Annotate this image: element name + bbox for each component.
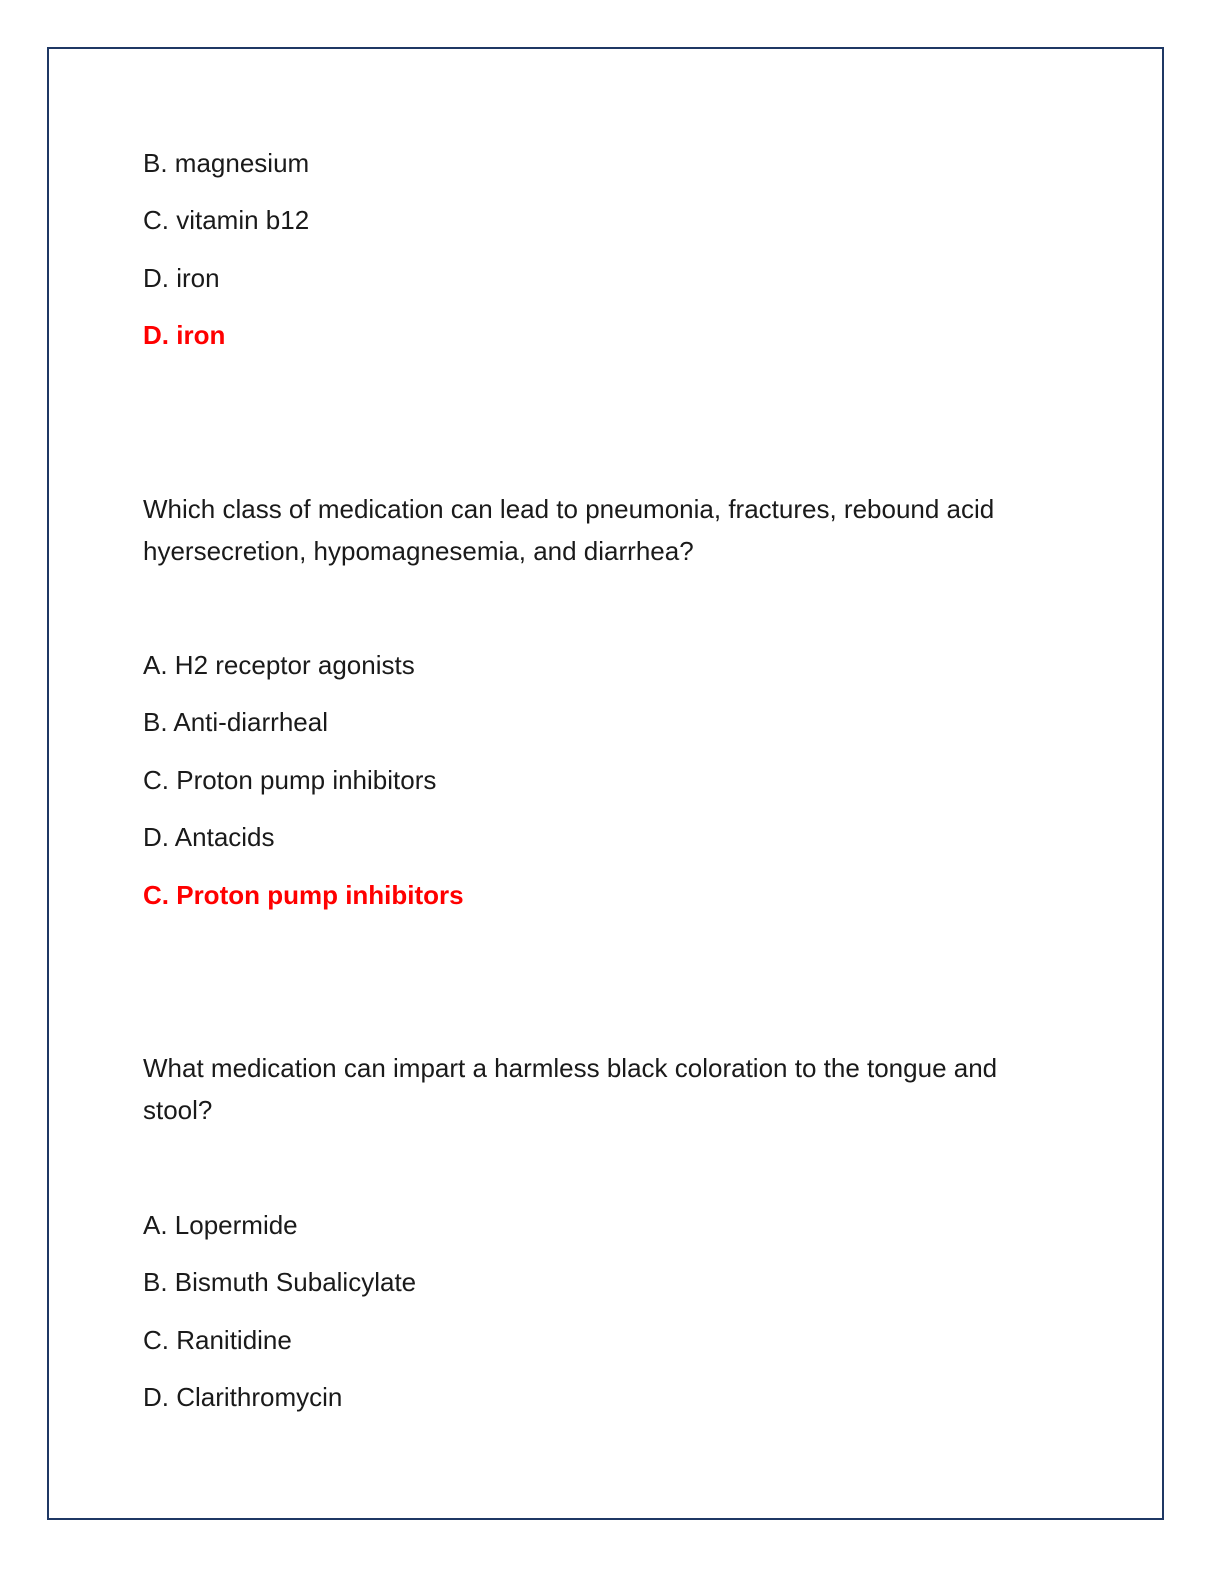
question-text: What medication can impart a harmless black coloration to the tongue and stool? [143,1053,998,1125]
option-b-magnesium: B. magnesium [143,148,310,178]
option-b: B. Bismuth Subalicylate [143,1267,417,1297]
answer-text: C. Proton pump inhibitors [143,880,464,910]
option-c: C. Ranitidine [143,1325,292,1355]
option-c-vitamin-b12: C. vitamin b12 [143,205,310,235]
option-d-iron: D. iron [143,263,220,293]
question-text: Which class of medication can lead to pneumonia, fractures, rebound acid hyersecretion, hypomagnesemia, and diarrhea? [143,494,995,566]
option-a: A. H2 receptor agonists [143,650,415,680]
option-c: C. Proton pump inhibitors [143,765,437,795]
answer-text: D. iron [143,320,226,350]
option-d: D. Clarithromycin [143,1382,343,1412]
option-d: D. Antacids [143,822,275,852]
option-a: A. Lopermide [143,1210,298,1240]
option-b: B. Anti-diarrheal [143,707,328,737]
